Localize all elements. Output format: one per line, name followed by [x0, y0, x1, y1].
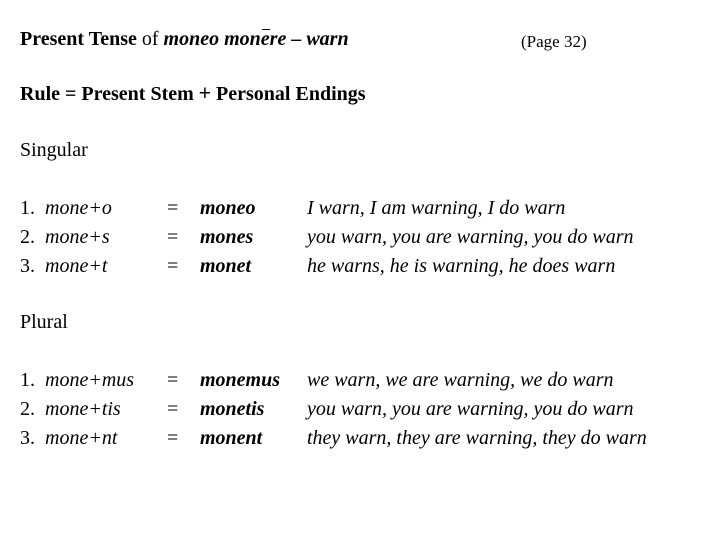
- rule-right: Personal Endings: [211, 83, 366, 105]
- rule-plus-sign: +: [198, 82, 212, 105]
- equals-sign: =: [167, 226, 179, 248]
- equals-sign: =: [167, 398, 179, 420]
- equals-sign: =: [167, 427, 179, 449]
- person-number: 3.: [20, 255, 35, 277]
- verb-form: moneo: [200, 197, 256, 219]
- page-reference: (Page 32): [521, 32, 587, 51]
- person-number: 1.: [20, 197, 35, 219]
- stem-plus-ending: mone+s: [45, 226, 110, 248]
- stem-plus-ending: mone+o: [45, 197, 112, 219]
- translation: you warn, you are warning, you do warn: [307, 398, 634, 420]
- verb-form: monemus: [200, 369, 281, 391]
- verb-form: mones: [200, 226, 254, 248]
- singular-heading: Singular: [20, 139, 88, 161]
- stem-plus-ending: mone+mus: [45, 369, 135, 391]
- long-vowel-macron: e: [260, 28, 270, 50]
- title-verb-forms: [164, 28, 349, 50]
- person-number: 3.: [20, 427, 35, 449]
- translation: I warn, I am warning, I do warn: [307, 197, 566, 219]
- title-of: of: [141, 28, 164, 50]
- equals-sign: =: [167, 369, 179, 391]
- verb-form: monet: [200, 255, 252, 277]
- title-lead: Present Tense: [20, 28, 142, 50]
- person-number: 1.: [20, 369, 35, 391]
- translation: he warns, he is warning, he does warn: [307, 255, 616, 277]
- verb-form: monetis: [200, 398, 265, 420]
- stem-plus-ending: mone+tis: [45, 398, 121, 420]
- rule-left: Rule = Present Stem: [20, 83, 199, 105]
- plural-heading: Plural: [20, 311, 68, 333]
- person-number: 2.: [20, 226, 35, 248]
- translation: you warn, you are warning, you do warn: [307, 226, 634, 248]
- person-number: 2.: [20, 398, 35, 420]
- title-verb-tail: re – warn: [269, 28, 349, 50]
- equals-sign: =: [167, 197, 179, 219]
- verb-form: monent: [200, 427, 263, 449]
- rule-statement: [20, 82, 366, 106]
- translation: we warn, we are warning, we do warn: [307, 369, 614, 391]
- equals-sign: =: [167, 255, 179, 277]
- stem-plus-ending: mone+nt: [45, 427, 118, 449]
- translation: they warn, they are warning, they do warn: [307, 427, 647, 449]
- page-title: [20, 28, 349, 51]
- title-verb-stem: moneo mon: [163, 28, 261, 50]
- stem-plus-ending: mone+t: [45, 255, 108, 277]
